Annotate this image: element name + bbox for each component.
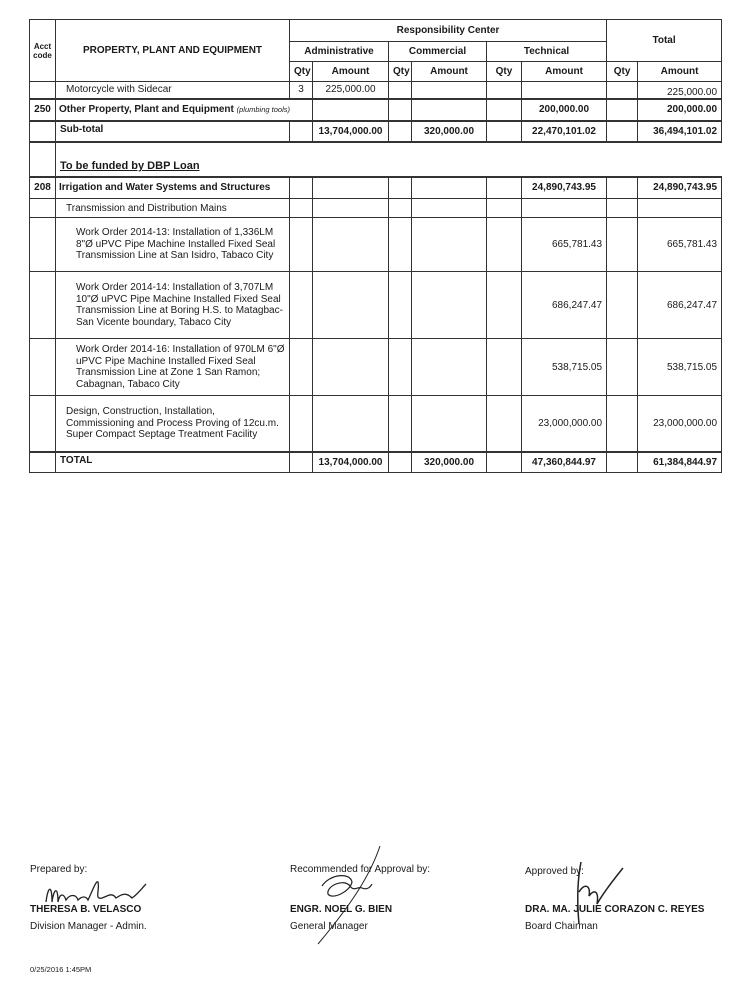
tech-amount: 24,890,743.95 xyxy=(522,177,607,199)
acct-code-header: Acct code xyxy=(30,20,56,82)
amount-header: Amount xyxy=(638,62,722,82)
tech-amount: 686,247.47 xyxy=(522,272,607,339)
admin-amount: 225,000.00 xyxy=(313,82,389,99)
table-row xyxy=(30,396,722,452)
responsibility-center-header: Responsibility Center xyxy=(290,20,607,42)
prepared-signature xyxy=(42,872,152,914)
septage-desc: Design, Construction, Installation, Commissioning and Process Proving of 12cu.m. Super Compact Septage Treatment Facility xyxy=(56,396,290,452)
work-order-desc: Work Order 2014-16: Installation of 970LM 6"Ø uPVC Pipe Machine Installed Fixed Seal Transmission Line at Zone 1 San Ramon; Cabagnan, Tabaco City xyxy=(56,339,290,396)
table-row xyxy=(30,339,722,396)
header-row-1 xyxy=(30,20,722,42)
tech-amount: 22,470,101.02 xyxy=(522,121,607,142)
admin-qty: 3 xyxy=(290,82,313,99)
recommended-label: Recommended for Approval by: xyxy=(290,864,431,875)
total-amount: 665,781.43 xyxy=(638,218,722,272)
table-row xyxy=(30,82,722,99)
technical-header: Technical xyxy=(487,42,607,62)
ppe-table xyxy=(29,19,722,473)
total-amount: 36,494,101.02 xyxy=(638,121,722,142)
total-amount: 538,715.05 xyxy=(638,339,722,396)
commercial-amount: 320,000.00 xyxy=(412,121,487,142)
item-name: Transmission and Distribution Mains xyxy=(56,199,290,218)
total-amount: 24,890,743.95 xyxy=(638,177,722,199)
subtotal-row xyxy=(30,121,722,142)
commercial-header: Commercial xyxy=(389,42,487,62)
approved-position: Board Chairman xyxy=(525,921,598,932)
amount-header: Amount xyxy=(412,62,487,82)
ppe-header: PROPERTY, PLANT AND EQUIPMENT xyxy=(56,20,290,82)
table-row xyxy=(30,177,722,199)
qty-header: Qty xyxy=(290,62,313,82)
prepared-position: Division Manager - Admin. xyxy=(30,921,147,932)
item-note: (plumbing tools) xyxy=(236,105,290,114)
item-name: Other Property, Plant and Equipment (plumbing tools) xyxy=(56,99,313,121)
table-row xyxy=(30,199,722,218)
total-amount: 686,247.47 xyxy=(638,272,722,339)
tech-amount: 47,360,844.97 xyxy=(522,452,607,473)
total-row xyxy=(30,452,722,473)
total-label: TOTAL xyxy=(56,452,290,473)
qty-header: Qty xyxy=(389,62,412,82)
work-order-desc: Work Order 2014-13: Installation of 1,336LM 8"Ø uPVC Pipe Machine Installed Fixed Seal Transmission Line at San Isidro, Tabaco City xyxy=(56,218,290,272)
total-amount: 225,000.00 xyxy=(638,82,722,99)
tech-amount: 200,000.00 xyxy=(522,99,607,121)
prepared-label: Prepared by: xyxy=(30,864,88,875)
recommended-position: General Manager xyxy=(290,921,368,932)
subtotal-label: Sub-total xyxy=(56,121,290,142)
approved-name: DRA. MA. JULIE CORAZON C. REYES xyxy=(525,904,705,915)
item-name: Irrigation and Water Systems and Structures xyxy=(56,177,290,199)
acct-code: 250 xyxy=(30,99,56,121)
amount-header: Amount xyxy=(522,62,607,82)
approved-label: Approved by: xyxy=(525,866,584,877)
tech-amount: 665,781.43 xyxy=(522,218,607,272)
recommended-signature xyxy=(300,846,390,946)
item-name: Motorcycle with Sidecar xyxy=(56,82,290,99)
amount-header: Amount xyxy=(313,62,389,82)
total-amount: 200,000.00 xyxy=(638,99,722,121)
total-amount: 61,384,844.97 xyxy=(638,452,722,473)
admin-amount: 13,704,000.00 xyxy=(313,121,389,142)
approved-signature xyxy=(565,852,635,932)
total-amount: 23,000,000.00 xyxy=(638,396,722,452)
commercial-amount: 320,000.00 xyxy=(412,452,487,473)
admin-amount: 13,704,000.00 xyxy=(313,452,389,473)
tech-amount: 538,715.05 xyxy=(522,339,607,396)
tech-amount: 23,000,000.00 xyxy=(522,396,607,452)
table-row xyxy=(30,218,722,272)
acct-code: 208 xyxy=(30,177,56,199)
total-header: Total xyxy=(607,20,722,62)
loan-heading-row xyxy=(30,142,722,177)
qty-header: Qty xyxy=(607,62,638,82)
work-order-desc: Work Order 2014-14: Installation of 3,707LM 10"Ø uPVC Pipe Machine Installed Fixed Seal Transmission Line at Boring H.S. to Matagbac-San Vicente boundary, Tabaco City xyxy=(56,272,290,339)
prepared-name: THERESA B. VELASCO xyxy=(30,904,142,915)
table-row xyxy=(30,272,722,339)
administrative-header: Administrative xyxy=(290,42,389,62)
print-timestamp: 0/25/2016 1:45PM xyxy=(30,965,92,974)
loan-heading: To be funded by DBP Loan xyxy=(56,142,722,177)
recommended-name: ENGR. NOEL G. BIEN xyxy=(290,904,393,915)
qty-header: Qty xyxy=(487,62,522,82)
table-row xyxy=(30,99,722,121)
